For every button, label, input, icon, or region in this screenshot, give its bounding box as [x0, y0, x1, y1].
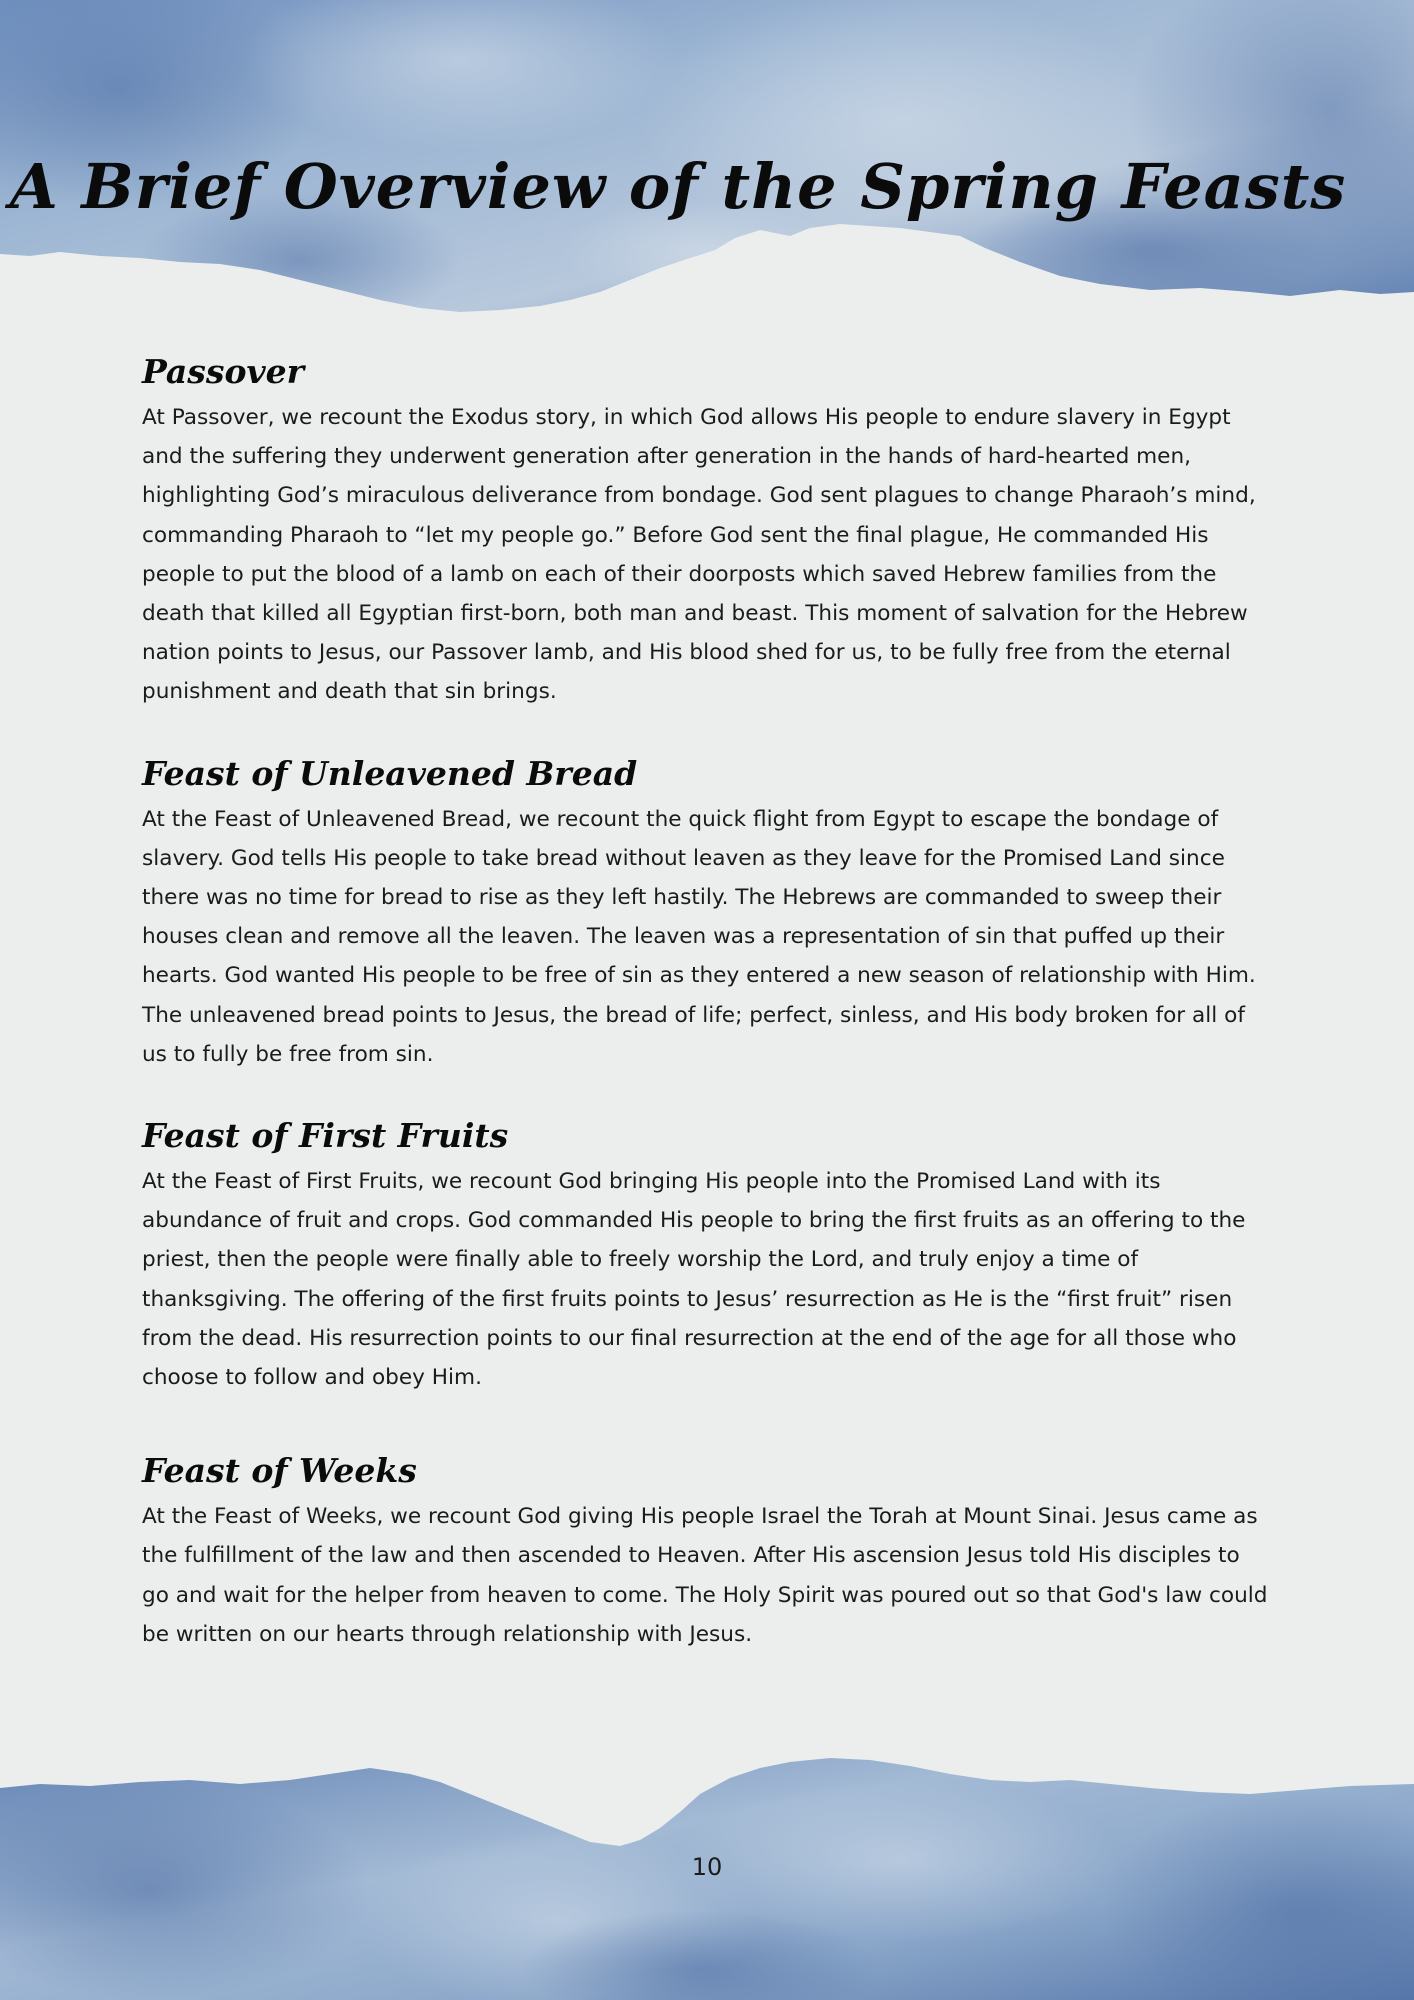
section-first-fruits [142, 1114, 1272, 1397]
section-body: At Passover, we recount the Exodus story, in which God allows His people to endure slavery in Egypt and the suffering they underwent generation after generation in the hands of hard-hearted men, highlighting God’s miraculous deliverance from bondage. God sent plagues to change Pharaoh’s mind, commanding Pharaoh to “let my people go.” Before God sent the final plague, He commanded His people to put the blood of a lamb on each of their doorposts which saved Hebrew families from the death that killed all Egyptian first-born, both man and beast. This moment of salvation for the Hebrew nation points to Jesus, our Passover lamb, and His blood shed for us, to be fully free from the eternal punishment and death that sin brings. [142, 405, 1256, 705]
section-body: At the Feast of First Fruits, we recount God bringing His people into the Promised Land with its abundance of fruit and crops. God commanded His people to bring the first fruits as an offering to the priest, then the people were finally able to freely worship the Lord, and truly enjoy a time of thanksgiving. The offering of the first fruits points to Jesus’ resurrection as He is the “first fruit” risen from the dead. His resurrection points to our final resurrection at the end of the age for all those who choose to follow and obey Him. [142, 1169, 1246, 1391]
page-title: A Brief Overview of the Spring Feasts [9, 150, 1347, 223]
section-unleavened-bread [142, 752, 1272, 1074]
section-passover [142, 350, 1272, 712]
section-heading: Feast of First Fruits [142, 1116, 509, 1156]
section-heading: Feast of Unleavened Bread [142, 753, 638, 793]
section-weeks [142, 1449, 1272, 1654]
section-heading: Feast of Weeks [142, 1451, 417, 1491]
section-body: At the Feast of Weeks, we recount God giving His people Israel the Torah at Mount Sinai. Jesus came as the fulfillment of the law and then ascended to Heaven. After His ascension Jesus told His disciples to go and wait for the helper from heaven to come. The Holy Spirit was poured out so that God's law could be written on our hearts through relationship with Jesus. [142, 1504, 1268, 1647]
section-heading: Passover [142, 352, 305, 391]
section-body: At the Feast of Unleavened Bread, we recount the quick flight from Egypt to escape the bondage of slavery. God tells His people to take bread without leaven as they leave for the Promised Land since there was no time for bread to rise as they left hastily. The Hebrews are commanded to sweep their houses clean and remove all the leaven. The leaven was a representation of sin that puffed up their hearts. God wanted His people to be free of sin as they entered a new season of relationship with Him. The unleavened bread points to Jesus, the bread of life; perfect, sinless, and His body broken for all of us to fully be free from sin. [142, 806, 1256, 1067]
page-number: 10 [691, 1853, 723, 1881]
document-content [142, 350, 1272, 1694]
